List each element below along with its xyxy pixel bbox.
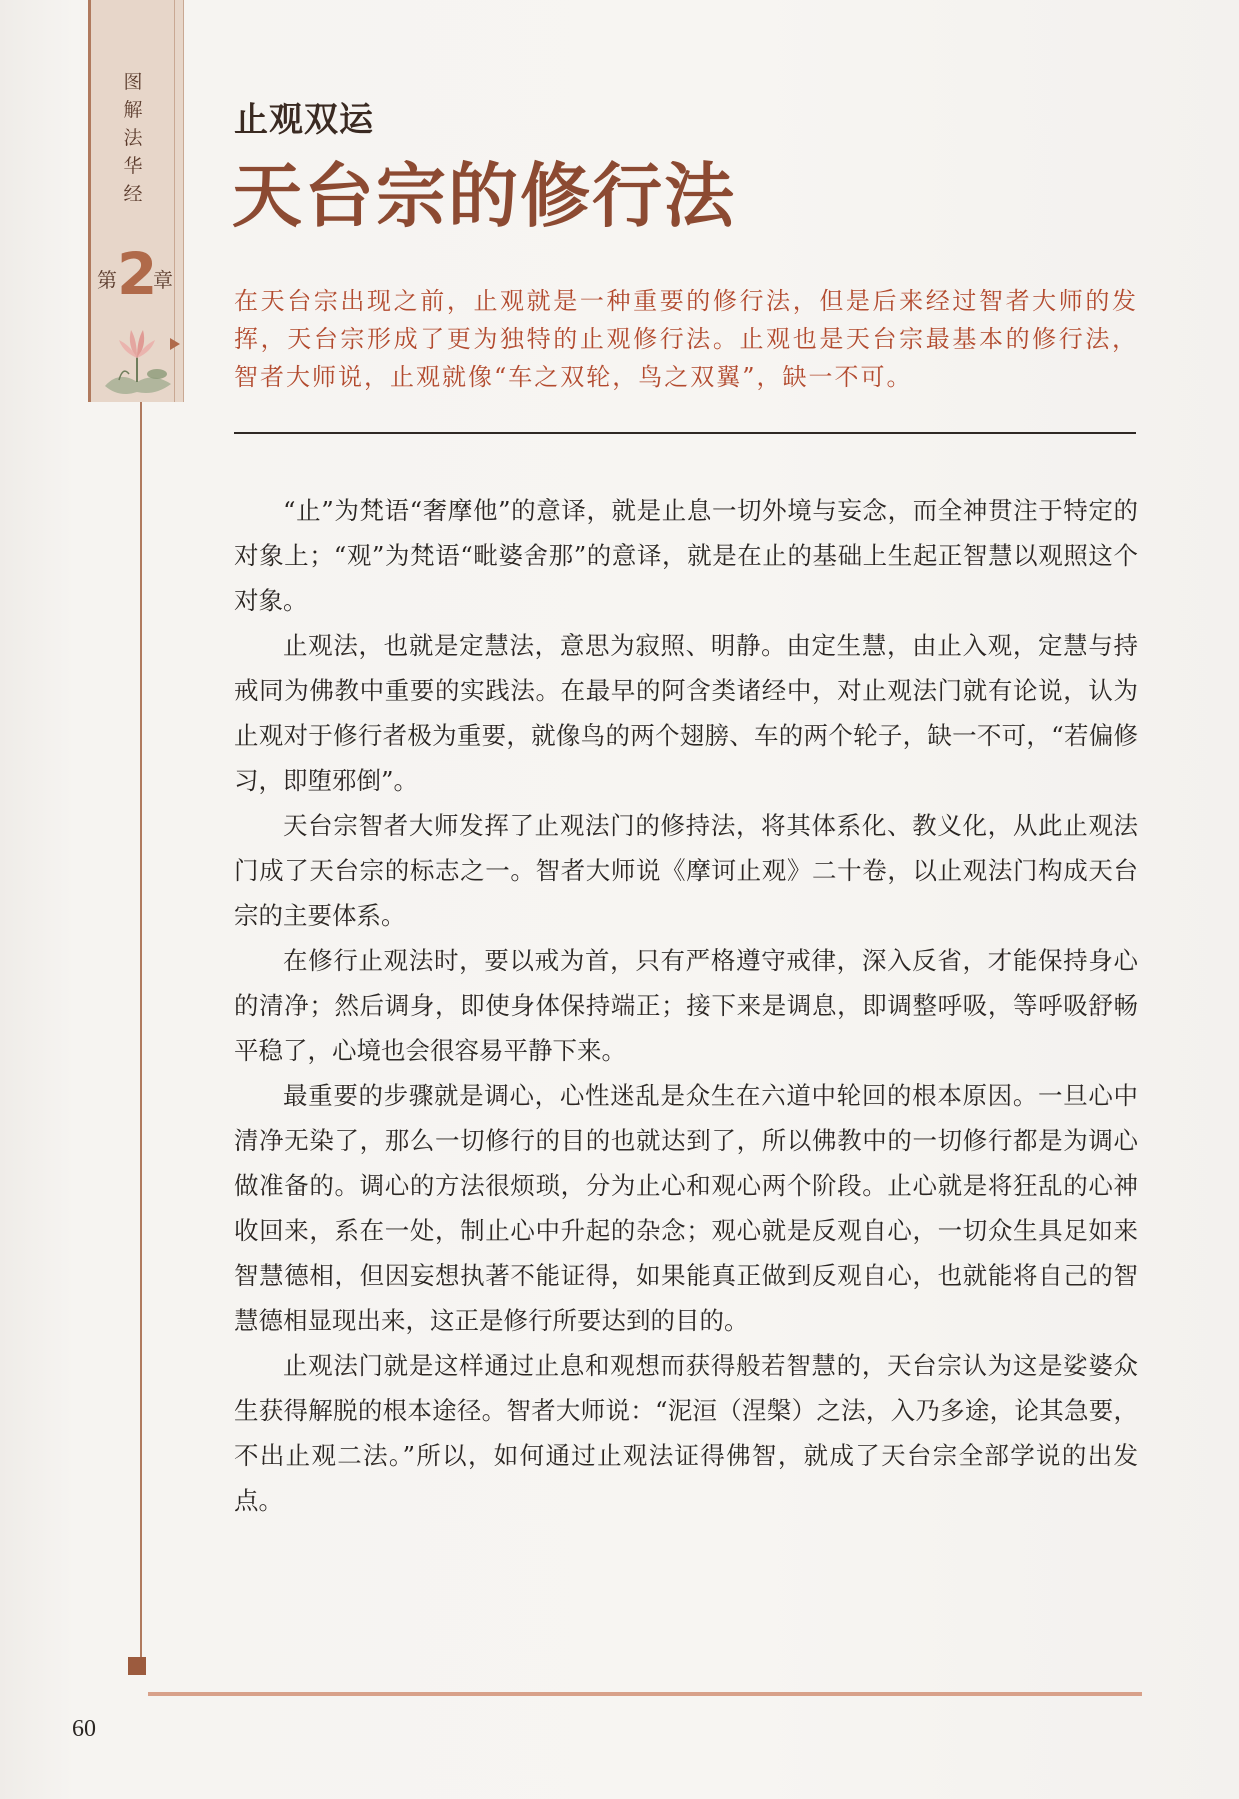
intro-summary: 在天台宗出现之前，止观就是一种重要的修行法，但是后来经过智者大师的发挥，天台宗形成了更为独特的止观修行法。止观也是天台宗最基本的修行法，智者大师说，止观就像“车之双轮，鸟之双翼”，缺一不可。 bbox=[234, 287, 1138, 391]
chapter-mark bbox=[95, 240, 179, 308]
body-paragraph: 在修行止观法时，要以戒为首，只有严格遵守戒律，深入反省，才能保持身心的清净；然后调身，即使身体保持端正；接下来是调息，即调整呼吸，等呼吸舒畅平稳了，心境也会很容易平静下来。 bbox=[234, 946, 1138, 1065]
body-paragraph: 天台宗智者大师发挥了止观法门的修持法，将其体系化、教义化，从此止观法门成了天台宗的标志之一。智者大师说《摩诃止观》二十卷，以止观法门构成天台宗的主要体系。 bbox=[234, 811, 1138, 930]
book-title-char: 经 bbox=[123, 183, 143, 205]
book-title-vertical bbox=[113, 68, 153, 208]
intro-divider bbox=[234, 432, 1136, 434]
section-subtitle: 止观双运 bbox=[234, 100, 374, 140]
chapter-suffix: 章 bbox=[153, 268, 173, 292]
chapter-prefix: 第 bbox=[97, 268, 117, 292]
body-paragraph: 最重要的步骤就是调心，心性迷乱是众生在六道中轮回的根本原因。一旦心中清净无染了，那么一切修行的目的也就达到了，所以佛教中的一切修行都是为调心做准备的。调心的方法很烦琐，分为止心和观心两个阶段。止心就是将狂乱的心神收回来，系在一处，制止心中升起的杂念；观心就是反观自心，一切众生具足如来智慧德相，但因妄想执著不能证得，如果能真正做到反观自心，也就能将自己的智慧德相显现出来，这正是修行所要达到的目的。 bbox=[234, 1081, 1138, 1335]
book-title-char: 图 bbox=[123, 71, 143, 93]
tab-pointer-marker bbox=[170, 338, 180, 350]
page-title: 天台宗的修行法 bbox=[232, 155, 736, 237]
footer-rule bbox=[148, 1692, 1142, 1696]
body-paragraph: 止观法，也就是定慧法，意思为寂照、明静。由定生慧，由止入观，定慧与持戒同为佛教中重要的实践法。在最早的阿含类诸经中，对止观法门就有论说，认为止观对于修行者极为重要，就像鸟的两个翅膀、车的两个轮子，缺一不可，“若偏修习，即堕邪倒”。 bbox=[234, 631, 1138, 795]
chapter-number: 2 bbox=[117, 240, 158, 308]
footer-square-marker bbox=[128, 1657, 146, 1675]
book-title-char: 华 bbox=[123, 155, 143, 177]
page-number: 60 bbox=[72, 1716, 96, 1742]
body-paragraph: 止观法门就是这样通过止息和观想而获得般若智慧的，天台宗认为这是娑婆众生获得解脱的根本途径。智者大师说：“泥洹（涅槃）之法，入乃多途，论其急要，不出止观二法。”所以，如何通过止观法证得佛智，就成了天台宗全部学说的出发点。 bbox=[234, 1351, 1138, 1515]
lotus-illustration bbox=[99, 316, 177, 400]
left-margin-rule bbox=[140, 402, 142, 1660]
body-text bbox=[234, 488, 1138, 1523]
body-paragraph: “止”为梵语“奢摩他”的意译，就是止息一切外境与妄念，而全神贯注于特定的对象上；“观”为梵语“毗婆舍那”的意译，就是在止的基础上生起正智慧以观照这个对象。 bbox=[234, 496, 1138, 615]
book-title-char: 法 bbox=[123, 127, 143, 149]
book-title-char: 解 bbox=[123, 99, 143, 121]
